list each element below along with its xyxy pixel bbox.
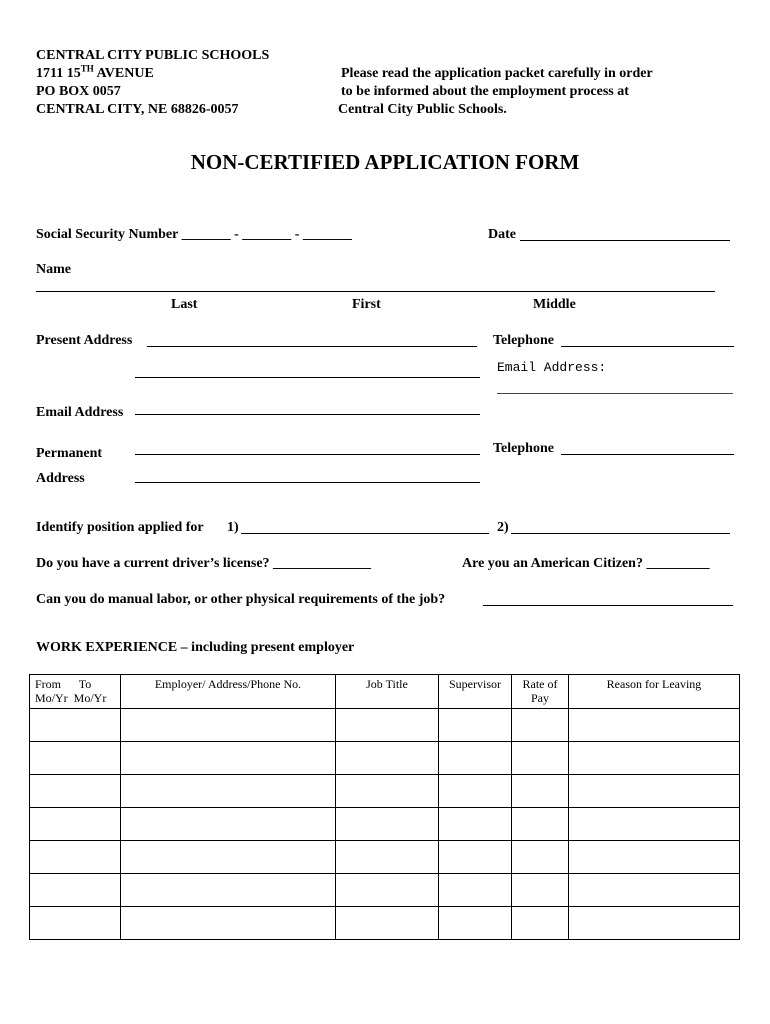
permanent-address-field-2[interactable]	[135, 482, 480, 483]
from-to-cell[interactable]	[30, 841, 121, 874]
position-2-field[interactable]	[511, 533, 730, 534]
rate-of-pay-cell[interactable]	[512, 841, 569, 874]
reason-for-leaving-cell[interactable]	[569, 709, 740, 742]
employer-cell[interactable]	[121, 841, 336, 874]
supervisor-cell[interactable]	[439, 775, 512, 808]
school-address	[36, 47, 269, 119]
reason-for-leaving-cell[interactable]	[569, 808, 740, 841]
name-last-label: Last	[171, 297, 198, 312]
name-first-label: First	[352, 297, 381, 312]
table-row	[30, 808, 740, 841]
present-address-label: Present Address	[36, 333, 133, 348]
work-experience-heading: WORK EXPERIENCE – including present employer	[36, 640, 355, 655]
drivers-license-field[interactable]: Do you have a current driver’s license? ______________	[36, 556, 372, 571]
employer-cell[interactable]	[121, 874, 336, 907]
supervisor-cell[interactable]	[439, 907, 512, 940]
reason-for-leaving-cell[interactable]	[569, 841, 740, 874]
email-address-label: Email Address	[36, 405, 124, 420]
from-to-cell[interactable]	[30, 742, 121, 775]
from-to-cell[interactable]	[30, 874, 121, 907]
table-row	[30, 775, 740, 808]
name-label: Name	[36, 262, 71, 277]
email-address-field-label: Email Address:	[497, 360, 607, 375]
rate-of-pay-cell[interactable]	[512, 742, 569, 775]
position-2-label: 2)	[497, 520, 509, 535]
from-to-cell[interactable]	[30, 709, 121, 742]
table-row	[30, 709, 740, 742]
supervisor-cell[interactable]	[439, 709, 512, 742]
present-address-field-2[interactable]	[135, 377, 480, 378]
position-label: Identify position applied for	[36, 520, 204, 535]
table-row	[30, 841, 740, 874]
rate-of-pay-cell[interactable]	[512, 709, 569, 742]
permanent-address-field[interactable]	[135, 454, 480, 455]
from-to-cell[interactable]	[30, 907, 121, 940]
job-title-cell[interactable]	[336, 775, 439, 808]
table-row	[30, 907, 740, 940]
rate-of-pay-cell[interactable]	[512, 907, 569, 940]
employer-cell[interactable]	[121, 742, 336, 775]
table-header-row	[30, 675, 740, 709]
employer-cell[interactable]	[121, 709, 336, 742]
table-row	[30, 742, 740, 775]
job-title-header: Job Title	[336, 675, 439, 709]
job-title-cell[interactable]	[336, 709, 439, 742]
reason-for-leaving-cell[interactable]	[569, 874, 740, 907]
employer-cell[interactable]	[121, 808, 336, 841]
date-label: Date	[488, 227, 516, 242]
supervisor-header: Supervisor	[439, 675, 512, 709]
po-box: PO BOX 0057	[36, 84, 121, 99]
reason-for-leaving-cell[interactable]	[569, 775, 740, 808]
org-name: CENTRAL CITY PUBLIC SCHOOLS	[36, 48, 270, 63]
reason-for-leaving-header: Reason for Leaving	[569, 675, 740, 709]
from-to-cell[interactable]	[30, 775, 121, 808]
city-line: CENTRAL CITY, NE 68826-0057	[36, 102, 239, 117]
name-middle-label: Middle	[533, 297, 576, 312]
telephone-label: Telephone	[493, 333, 554, 348]
citizen-field[interactable]: Are you an American Citizen? _________	[462, 556, 710, 571]
page-title: NON-CERTIFIED APPLICATION FORM	[190, 150, 580, 174]
job-title-cell[interactable]	[336, 907, 439, 940]
table-row	[30, 874, 740, 907]
job-title-cell[interactable]	[336, 841, 439, 874]
position-1-label: 1)	[227, 520, 239, 535]
supervisor-cell[interactable]	[439, 742, 512, 775]
reason-for-leaving-cell[interactable]	[569, 907, 740, 940]
from-to-header: From To Mo/Yr Mo/Yr	[30, 675, 121, 709]
manual-labor-label: Can you do manual labor, or other physical requirements of the job?	[36, 592, 446, 607]
rate-of-pay-cell[interactable]	[512, 808, 569, 841]
telephone-2-label: Telephone	[493, 441, 554, 456]
present-address-field[interactable]	[147, 346, 477, 347]
job-title-cell[interactable]	[336, 742, 439, 775]
reason-for-leaving-cell[interactable]	[569, 742, 740, 775]
employer-header: Employer/ Address/Phone No.	[121, 675, 336, 709]
date-field[interactable]	[520, 240, 730, 241]
ssn-field[interactable]: Social Security Number _______ - _______ - _______	[36, 227, 352, 242]
application-notice: Please read the application packet carefully in order to be informed about the employment process at Central City Public Schools.	[338, 66, 653, 117]
job-title-cell[interactable]	[336, 874, 439, 907]
position-1-field[interactable]	[241, 533, 489, 534]
street-address: 1711 15TH AVENUE	[36, 63, 154, 81]
employer-cell[interactable]	[121, 907, 336, 940]
email-address-field[interactable]	[135, 414, 480, 415]
email-address-field-right[interactable]	[497, 393, 733, 394]
rate-of-pay-cell[interactable]	[512, 775, 569, 808]
job-title-cell[interactable]	[336, 808, 439, 841]
work-experience-table	[29, 674, 740, 940]
from-to-cell[interactable]	[30, 808, 121, 841]
employer-cell[interactable]	[121, 775, 336, 808]
supervisor-cell[interactable]	[439, 808, 512, 841]
rate-of-pay-cell[interactable]	[512, 874, 569, 907]
supervisor-cell[interactable]	[439, 841, 512, 874]
permanent-address-label: Permanent Address	[36, 446, 103, 486]
rate-of-pay-header: Rate of Pay	[512, 675, 569, 709]
supervisor-cell[interactable]	[439, 874, 512, 907]
telephone-field[interactable]	[561, 346, 734, 347]
telephone-2-field[interactable]	[561, 454, 734, 455]
manual-labor-field[interactable]	[483, 605, 733, 606]
name-field[interactable]	[36, 291, 715, 292]
